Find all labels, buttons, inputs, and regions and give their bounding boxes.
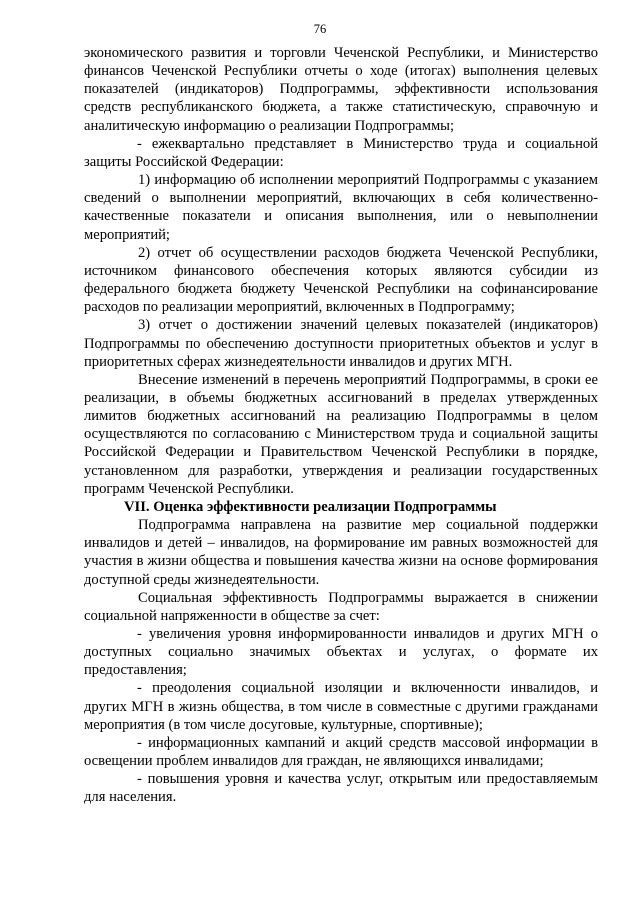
list-item-budget-report: 2) отчет об осуществлении расходов бюджета Чеченской Республики, источником финансового обеспечения которых являются субсидии из федерального бюджета бюджету Чеченской Республики на софинансирование расходов по реализации мероприятий, включенных в Подпрограмму; bbox=[84, 244, 598, 316]
section-heading: VII. Оценка эффективности реализации Подпрограммы bbox=[124, 498, 497, 515]
list-item-service-quality: - повышения уровня и качества услуг, открытым или предоставляемым для населения. bbox=[84, 771, 598, 806]
paragraph-changes-procedure: Внесение изменений в перечень мероприятий Подпрограммы, в сроки ее реализации, в объемы бюджетных ассигнований в пределах утвержденных лимитов бюджетных ассигнований на реализацию Подпрограммы в целом осуществляются по согласованию с Министерством труда и социальной защиты Российской Федерации и Правительством Чеченской Республики в порядке, установленном для разработки, утверждения и реализации государственных программ Чеченской Республики. bbox=[84, 371, 598, 497]
list-item-media-campaigns: - информационных кампаний и акций средств массовой информации в освещении проблем инвалидов для граждан, не являющихся инвалидами; bbox=[84, 734, 598, 770]
document-body bbox=[84, 44, 598, 807]
paragraph-subprogram-aim: Подпрограмма направлена на развитие мер социальной поддержки инвалидов и детей – инвалидов, на формирование им равных возможностей для участия в жизни общества и повышения качества жизни на основе формирования доступной среды жизнедеятельности. bbox=[84, 517, 598, 588]
list-item-indicators-report: 3) отчет о достижении значений целевых показателей (индикаторов) Подпрограммы по обеспечению доступности приоритетных объектов и услуг в приоритетных сферах жизнедеятельности инвалидов и других МГН. bbox=[84, 317, 598, 370]
list-item-isolation: - преодоления социальной изоляции и включенности инвалидов, и других МГН в жизнь общества, в том числе в совместные с другими гражданами мероприятия (в том числе досуговые, культурные, спортивные); bbox=[84, 680, 598, 733]
list-item-awareness: - увеличения уровня информированности инвалидов и других МГН о доступных социально значимых объектах и услугах, о формате их предоставления; bbox=[84, 626, 598, 679]
paragraph-quarterly-report: - ежеквартально представляет в Министерство труда и социальной защиты Российской Федерации: bbox=[84, 135, 598, 170]
page-number: 76 bbox=[313, 22, 327, 36]
paragraph-reporting-continuation: экономического развития и торговли Чеченской Республики, и Министерство финансов Чеченской Республики отчеты о ходе (итогах) выполнения целевых показателей (индикаторов) Подпрограммы, эффективности использования средств республиканского бюджета, а также статистическую, справочную и аналитическую информацию о реализации Подпрограммы; bbox=[84, 45, 598, 134]
paragraph-social-effectiveness: Социальная эффективность Подпрограммы выражается в снижении социальной напряженности в обществе за счет: bbox=[84, 589, 598, 624]
list-item-events-info: 1) информацию об исполнении мероприятий Подпрограммы с указанием сведений о выполнении мероприятий, включающих в себя количественно-качественные показатели и описания выполнения, или о невыполнении мероприятий; bbox=[84, 172, 598, 243]
